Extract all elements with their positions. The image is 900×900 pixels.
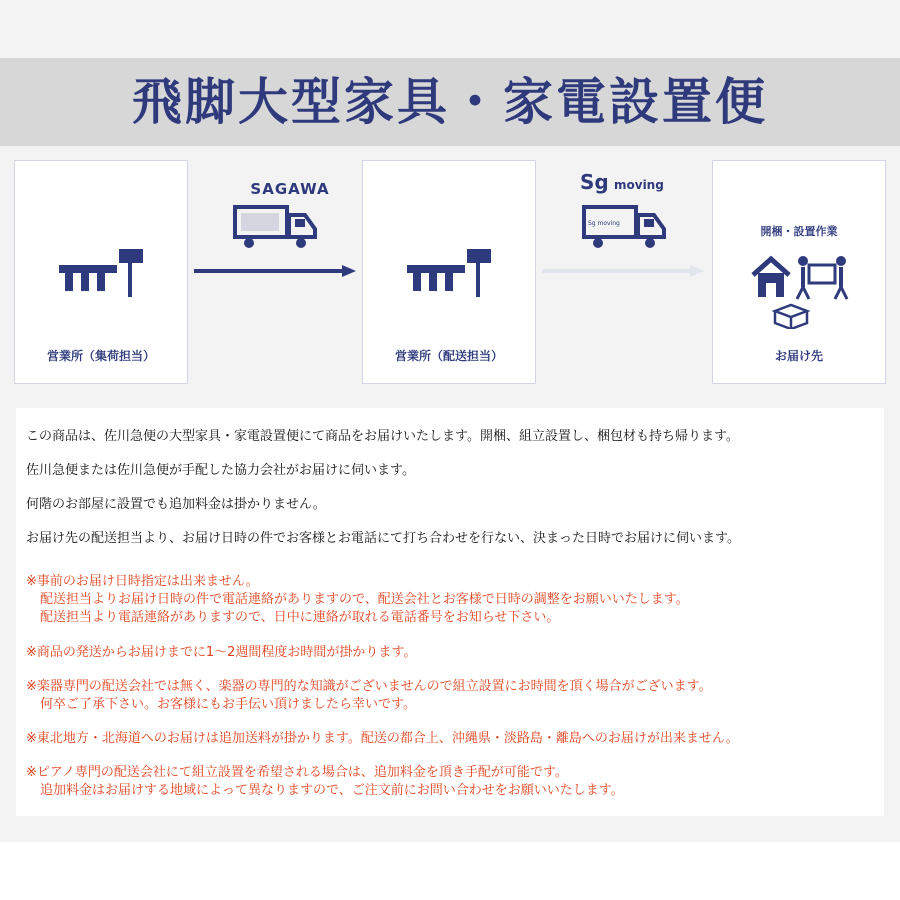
note-line: 佐川急便または佐川急便が手配した協力会社がお届けに伺います。 xyxy=(26,463,415,478)
delivery-truck-icon xyxy=(233,203,319,251)
sagawa-logo: SAGAWA xyxy=(250,180,330,198)
warning-line: ※事前のお届け日時指定は出来ません。 xyxy=(26,574,259,589)
notes-panel xyxy=(16,408,884,816)
flow-arrow-dark xyxy=(194,263,358,279)
office-building-icon xyxy=(407,245,497,301)
depot-office-box xyxy=(362,160,536,384)
office-building-icon xyxy=(59,245,149,301)
warning-line: 追加料金はお届けする地域によって異なりますので、ご注文前にお問い合わせをお願いいたします。 xyxy=(40,783,624,798)
sg-moving-logo xyxy=(580,170,680,196)
flow-arrow-light xyxy=(542,263,706,279)
page-title: 飛脚大型家具・家電設置便 xyxy=(132,73,768,131)
installation-icon xyxy=(749,253,853,329)
warning-line: ※楽器専門の配送会社では無く、楽器の専門的な知識がございませんので組立設置にお時間を頂く場合がございます。 xyxy=(26,679,712,694)
note-line: この商品は、佐川急便の大型家具・家電設置便にて商品をお届けいたします。開梱、組立設置し、梱包材も持ち帰ります。 xyxy=(26,429,739,444)
origin-office-box xyxy=(14,160,188,384)
origin-office-label: 営業所（集荷担当） xyxy=(46,349,155,363)
destination-box xyxy=(712,160,886,384)
warning-line: 配送担当より電話連絡がありますので、日中に連絡が取れる電話番号をお知らせ下さい。 xyxy=(40,610,560,625)
moving-truck-icon xyxy=(582,203,668,251)
note-line: お届け先の配送担当より、お届け日時の件でお客様とお電話にて打ち合わせを行ない、決まった日時でお届けに伺います。 xyxy=(26,531,740,546)
depot-office-label: 営業所（配送担当） xyxy=(394,349,503,363)
moving-text: moving xyxy=(614,178,664,192)
warning-line: 配送担当よりお届け日時の件で電話連絡がありますので、配送会社とお客様で日時の調整をお願いいたします。 xyxy=(40,592,689,607)
warning-line: ※東北地方・北海道へのお届けは追加送料が掛かります。配送の都合上、沖縄県・淡路島・離島へのお届けが出来ません。 xyxy=(26,731,739,746)
installation-caption: 開梱・設置作業 xyxy=(760,225,838,238)
truck-side-mark: Sg moving xyxy=(588,220,620,227)
warning-line: ※ピアノ専門の配送会社にて組立設置を希望される場合は、追加料金を頂き手配が可能です。 xyxy=(26,765,568,780)
warning-line: ※商品の発送からお届けまでに1～2週間程度お時間が掛かります。 xyxy=(26,645,417,660)
note-line: 何階のお部屋に設置でも追加料金は掛かりません。 xyxy=(26,497,326,512)
warning-line: 何卒ご了承下さい。お客様にもお手伝い頂けましたら幸いです。 xyxy=(40,697,416,712)
sg-logo-mark: Sg xyxy=(580,170,609,194)
destination-label: お届け先 xyxy=(774,349,823,363)
